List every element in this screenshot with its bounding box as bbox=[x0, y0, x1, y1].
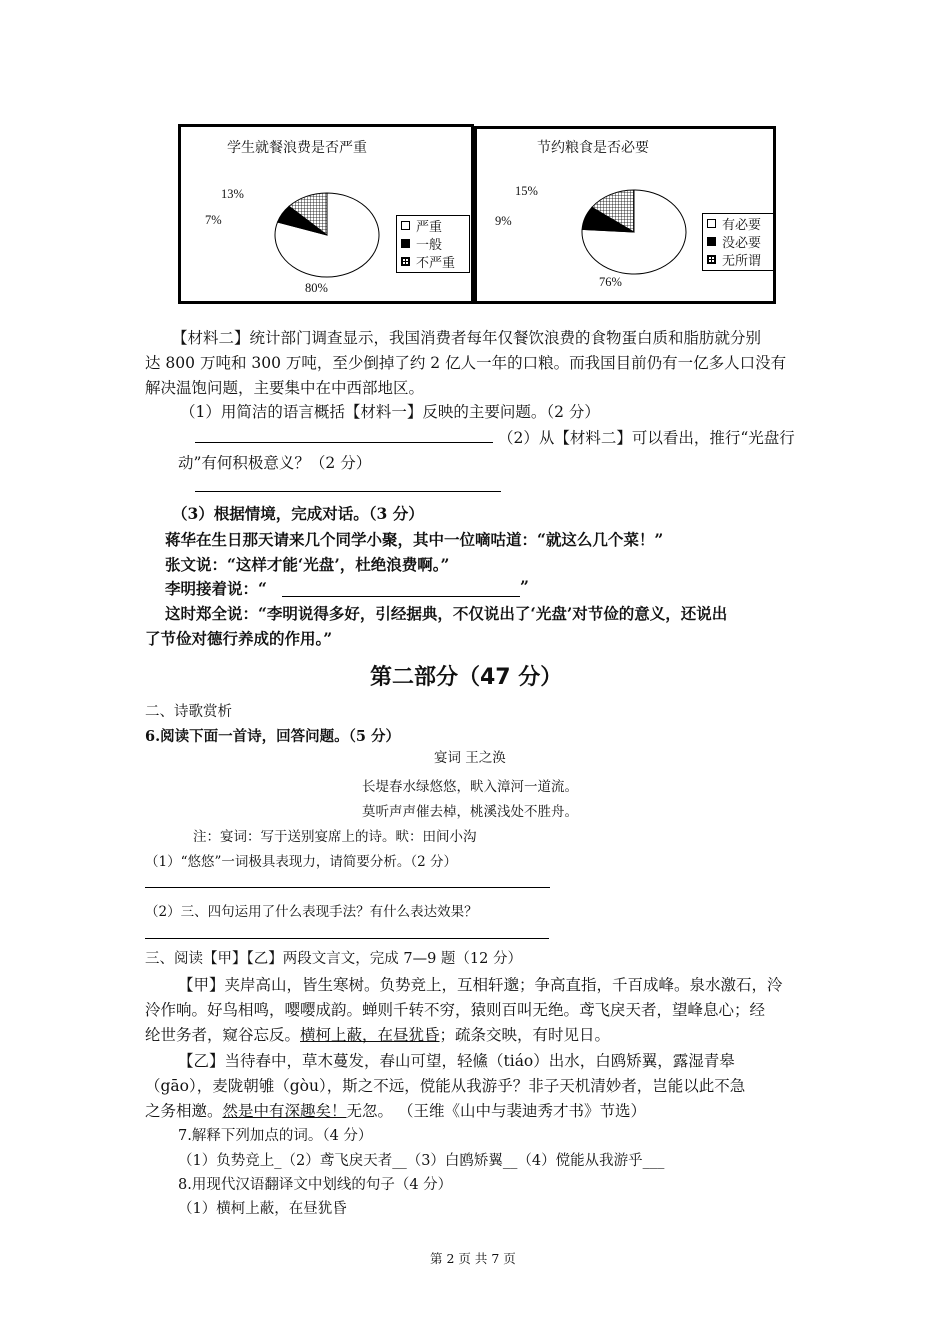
chart-legend bbox=[396, 215, 470, 273]
answer-line[interactable] bbox=[282, 596, 520, 597]
dialogue-line: 了节俭对德行养成的作用。” bbox=[145, 629, 333, 648]
legend-item bbox=[703, 250, 773, 268]
question-8-item: （1）横柯上蔽，在昼犹昏 bbox=[178, 1201, 347, 1217]
passage-text: ；疏条交映，有时见日。 bbox=[439, 1026, 611, 1044]
question-7: 7.解释下列加点的词。（4 分） bbox=[178, 1128, 373, 1144]
passage-text: 之务相邀。 bbox=[145, 1102, 223, 1120]
legend-item bbox=[397, 234, 469, 252]
legend-item bbox=[703, 232, 773, 250]
legend-item bbox=[397, 252, 469, 270]
poem-line: 长堤春水绿悠悠，畎入漳河一道流。 bbox=[362, 779, 578, 795]
swatch-white bbox=[401, 221, 410, 230]
slice-label: 7% bbox=[205, 213, 222, 227]
legend-item bbox=[397, 216, 469, 234]
legend-label: 有必要 bbox=[722, 217, 762, 233]
pie-chart bbox=[181, 127, 471, 301]
material2-line: 【材料二】统计部门调查显示，我国消费者每年仅餐饮浪费的食物蛋白质和脂肪就分别 bbox=[172, 329, 762, 347]
slice-label: 80% bbox=[305, 281, 328, 295]
chart-saving-necessity bbox=[474, 126, 776, 304]
material2-line: 达 800 万吨和 300 万吨，至少倒掉了约 2 亿人一年的口粮。而我国目前仍有一亿多人口没有 bbox=[145, 354, 787, 372]
slice-label: 13% bbox=[221, 187, 244, 201]
poetry-question-2: （2）三、四句运用了什么表现手法？有什么表达效果？ bbox=[145, 904, 478, 920]
poem-note: 注：宴词：写于送别宴席上的诗。畎：田间小沟 bbox=[193, 829, 477, 845]
passage-text: 无忽。 （王维《山中与裴迪秀才书》节选） bbox=[346, 1102, 646, 1120]
legend-label: 没必要 bbox=[722, 235, 762, 251]
slice-label: 15% bbox=[515, 184, 538, 198]
slice-label: 76% bbox=[599, 275, 622, 289]
underlined-sentence: 横柯上蔽，在昼犹昏 bbox=[300, 1026, 440, 1044]
dialogue-line-suffix: ” bbox=[520, 577, 529, 596]
dialogue-line: 这时郑全说：“李明说得多好，引经据典，不仅说出了‘光盘’对节俭的意义，还说出 bbox=[165, 604, 728, 623]
section-heading: 二、诗歌赏析 bbox=[145, 704, 232, 720]
page-footer: 第 2 页 共 7 页 bbox=[430, 1251, 516, 1266]
passage-jia-line: 【甲】夹岸高山，皆生寒树。负势竞上，互相轩邈；争高直指，千百成峰。泉水激石，泠 bbox=[178, 976, 783, 994]
legend-label: 严重 bbox=[416, 219, 443, 235]
underlined-sentence: 然是中有深趣矣！ bbox=[222, 1102, 347, 1120]
passage-jia-line: 泠作响。好鸟相鸣，嘤嘤成韵。蝉则千转不穷，猿则百叫无绝。鸢飞戾天者，望峰息心；经 bbox=[145, 1001, 766, 1019]
passage-jia-line bbox=[145, 1023, 610, 1045]
poem-line: 莫听声声催去棹，桃溪浅处不胜舟。 bbox=[362, 804, 578, 820]
passage-yi-line: 【乙】当待春中，草木蔓发，春山可望，轻鯈（tiáo）出水，白鸥矫翼，露湿青皋 bbox=[178, 1052, 735, 1070]
poetry-question-1: （1）“悠悠”一词极具表现力，请简要分析。（2 分） bbox=[145, 854, 458, 870]
chart-title: 学生就餐浪费是否严重 bbox=[227, 140, 367, 156]
question-6: 6.阅读下面一首诗，回答问题。（5 分） bbox=[145, 728, 401, 745]
passage-yi-line bbox=[145, 1099, 646, 1121]
swatch-grid bbox=[401, 257, 410, 266]
chart-waste-severity bbox=[178, 124, 474, 304]
passage-yi-line: （gāo），麦陇朝雊（gòu），斯之不远，傥能从我游乎？非子天机清妙者，岂能以此不急 bbox=[145, 1077, 746, 1095]
legend-item bbox=[703, 214, 773, 232]
question-8: 8.用现代汉语翻译文中划线的句子（4 分） bbox=[178, 1177, 453, 1193]
swatch-black bbox=[707, 237, 716, 246]
slice-label: 9% bbox=[495, 214, 512, 228]
legend-label: 一般 bbox=[416, 237, 443, 253]
answer-line[interactable] bbox=[195, 442, 493, 443]
swatch-white bbox=[707, 219, 716, 228]
question-1: （1）用简洁的语言概括【材料一】反映的主要问题。（2 分） bbox=[180, 403, 600, 421]
answer-line[interactable] bbox=[195, 491, 501, 492]
question-2-cont: 动”有何积极意义？（2 分） bbox=[178, 454, 372, 472]
legend-label: 不严重 bbox=[416, 255, 456, 271]
poem-title: 宴词 王之涣 bbox=[434, 750, 506, 766]
question-2: （2）从【材料二】可以看出，推行“光盘行 bbox=[498, 429, 795, 447]
answer-line[interactable] bbox=[145, 938, 549, 939]
question-3-title: （3）根据情境，完成对话。（3 分） bbox=[172, 504, 424, 523]
question-7-items: （1）负势竞上_（2）鸢飞戾天者__（3）白鸥矫翼__（4）傥能从我游乎___ bbox=[178, 1153, 665, 1169]
passage-text: 纶世务者，窥谷忘反。 bbox=[145, 1026, 301, 1044]
chart-legend bbox=[702, 213, 774, 271]
part2-title: 第二部分（47 分） bbox=[370, 665, 563, 690]
dialogue-line-prefix: 李明接着说：“ bbox=[165, 579, 267, 598]
dialogue-line: 蒋华在生日那天请来几个同学小聚，其中一位嘀咕道：“就这么几个菜！” bbox=[165, 530, 664, 549]
swatch-grid bbox=[707, 255, 716, 264]
answer-line[interactable] bbox=[145, 887, 550, 888]
section-heading: 三、阅读【甲】【乙】两段文言文，完成 7—9 题（12 分） bbox=[145, 951, 522, 967]
swatch-black bbox=[401, 239, 410, 248]
material2-line: 解决温饱问题，主要集中在中西部地区。 bbox=[145, 379, 425, 397]
legend-label: 无所谓 bbox=[722, 253, 762, 269]
dialogue-line: 张文说：“这样才能‘光盘’，杜绝浪费啊。” bbox=[165, 555, 450, 574]
chart-title: 节约粮食是否必要 bbox=[537, 140, 649, 156]
